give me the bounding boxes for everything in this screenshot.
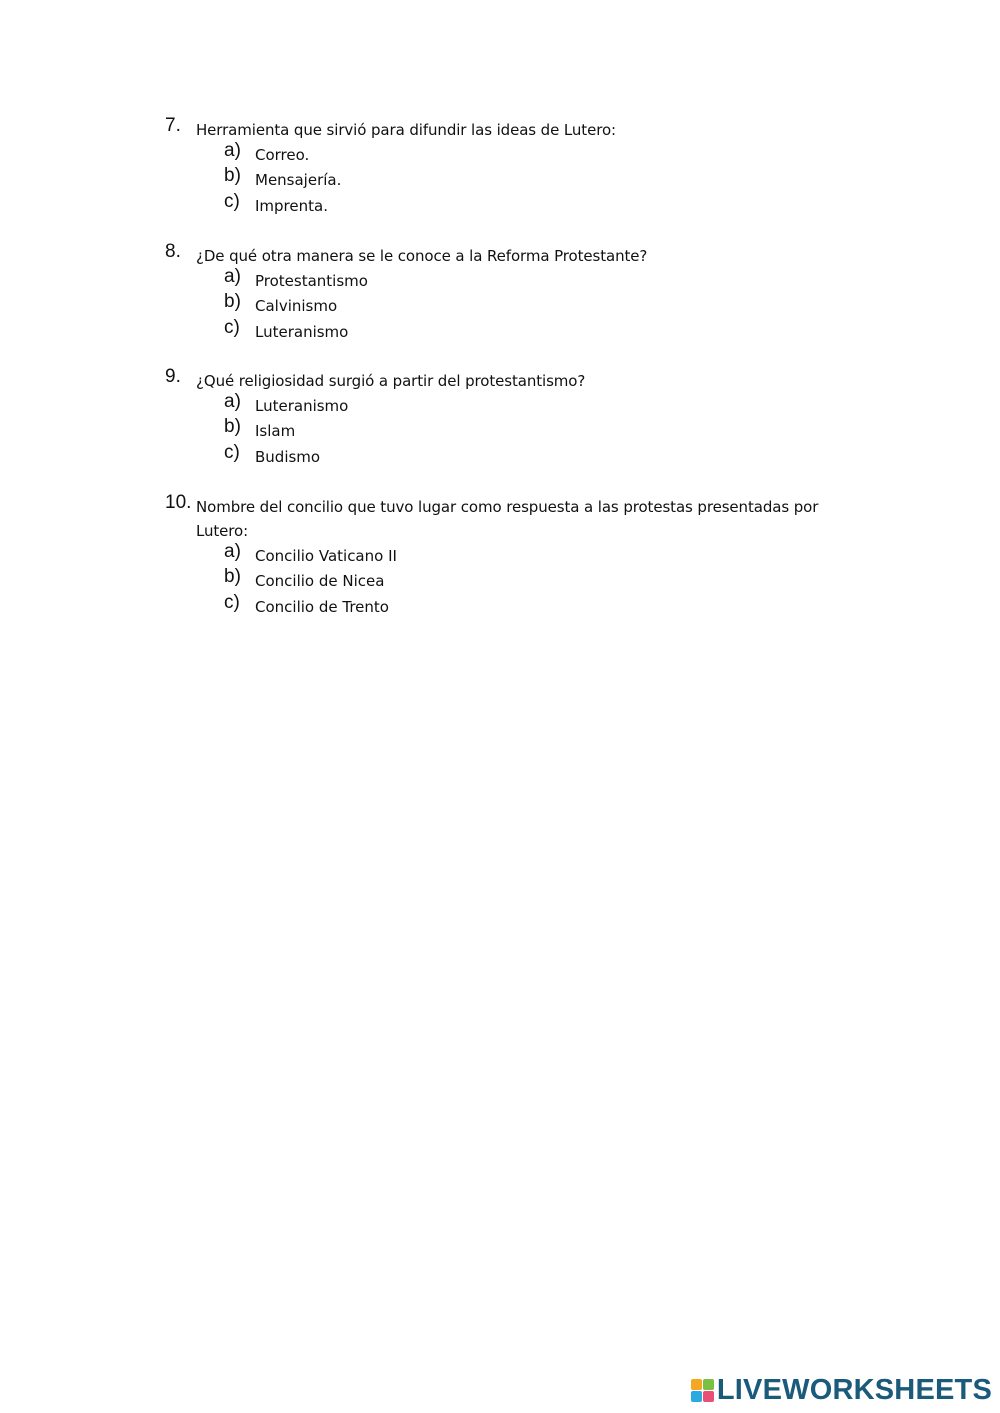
option-letter: a): [224, 541, 241, 562]
option-b[interactable]: [165, 416, 835, 444]
question-text: ¿Qué religiosidad surgió a partir del protestantismo?: [196, 372, 586, 390]
option-letter: a): [224, 140, 241, 161]
option-text: Islam: [255, 422, 296, 441]
option-c[interactable]: [165, 441, 835, 470]
option-a[interactable]: [165, 140, 835, 168]
option-text: Protestantismo: [255, 272, 368, 290]
question-row: [165, 492, 835, 543]
liveworksheets-watermark: [691, 1374, 992, 1407]
question-text: ¿De qué otra manera se le conoce a la Reforma Protestante?: [196, 247, 648, 265]
question-text: Nombre del concilio que tuvo lugar como respuesta a las protestas presentadas por Lutero:: [196, 498, 819, 540]
option-b[interactable]: [165, 291, 835, 319]
question-text: Herramienta que sirvió para difundir las ideas de Lutero:: [196, 121, 616, 139]
question-number: 7.: [165, 115, 181, 136]
option-b[interactable]: [165, 566, 835, 594]
logo-square-i: [703, 1379, 714, 1390]
question-9: [165, 366, 835, 470]
option-text: Correo.: [255, 146, 310, 164]
option-letter: c): [224, 190, 240, 212]
option-letter: b): [224, 566, 241, 588]
option-b[interactable]: [165, 165, 835, 193]
option-letter: b): [224, 416, 241, 438]
question-7: [165, 115, 835, 219]
option-c[interactable]: [165, 316, 835, 345]
question-row: [165, 241, 835, 268]
option-letter: c): [224, 316, 240, 338]
watermark-text: LIVEWORKSHEETS: [716, 1374, 992, 1406]
option-text: Concilio de Nicea: [255, 572, 385, 591]
question-number: 10.: [165, 492, 192, 513]
option-c[interactable]: [165, 591, 835, 620]
option-letter: a): [224, 391, 241, 412]
question-number: 8.: [165, 241, 181, 262]
option-c[interactable]: [165, 190, 835, 219]
option-text: Budismo: [255, 447, 321, 466]
option-text: Luteranismo: [255, 322, 349, 341]
logo-square-l: [691, 1379, 702, 1390]
logo-square-e: [703, 1391, 714, 1402]
option-letter: b): [224, 291, 241, 313]
option-a[interactable]: [165, 541, 835, 569]
option-text: Luteranismo: [255, 397, 349, 415]
option-list: [165, 391, 835, 470]
option-text: Imprenta.: [255, 196, 328, 215]
option-letter: c): [224, 591, 240, 613]
option-text: Concilio de Trento: [255, 597, 389, 616]
option-letter: a): [224, 266, 241, 287]
option-letter: c): [224, 441, 240, 463]
question-row: [165, 366, 835, 393]
liveworksheets-logo-icon: [691, 1379, 714, 1402]
question-10: [165, 492, 835, 620]
question-number: 9.: [165, 366, 181, 387]
question-row: [165, 115, 835, 142]
option-text: Concilio Vaticano II: [255, 547, 397, 565]
logo-square-v: [691, 1391, 702, 1402]
option-list: [165, 140, 835, 219]
option-a[interactable]: [165, 391, 835, 419]
option-list: [165, 266, 835, 345]
option-text: Calvinismo: [255, 297, 338, 316]
option-text: Mensajería.: [255, 171, 342, 190]
option-a[interactable]: [165, 266, 835, 294]
option-list: [165, 541, 835, 620]
question-8: [165, 241, 835, 345]
option-letter: b): [224, 165, 241, 187]
